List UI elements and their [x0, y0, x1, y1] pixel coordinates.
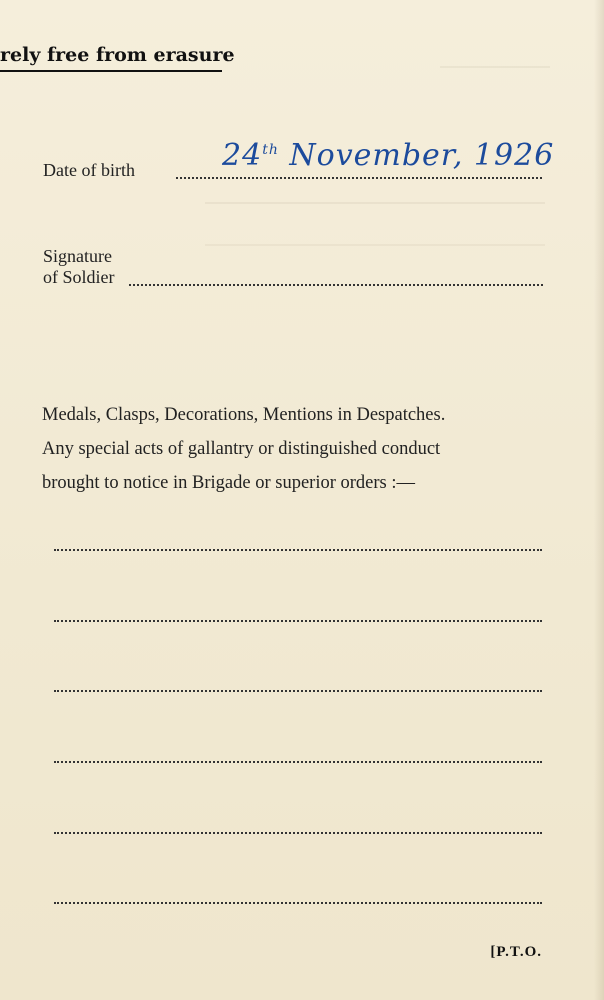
header-underline — [0, 70, 222, 72]
medals-line-2: Any special acts of gallantry or distinguished conduct — [42, 439, 441, 459]
bleed-through-block-2 — [205, 202, 545, 246]
answer-line — [54, 902, 542, 904]
answer-line — [54, 761, 542, 763]
signature-label-line1: Signature — [43, 246, 112, 266]
date-of-birth-line — [176, 177, 542, 179]
signature-label-line2: of Soldier — [43, 267, 115, 287]
bleed-through-block-1 — [440, 66, 550, 82]
answer-line — [54, 549, 542, 551]
dob-day: 24 — [222, 138, 263, 173]
answer-line — [54, 832, 542, 834]
medals-line-1: Medals, Clasps, Decorations, Mentions in Despatches. — [42, 405, 446, 425]
page-edge-shadow — [594, 0, 604, 1000]
answer-line — [54, 690, 542, 692]
signature-line — [129, 284, 543, 286]
medals-instructions — [42, 398, 562, 500]
answer-line — [54, 620, 542, 622]
date-of-birth-label: Date of birth — [43, 160, 135, 180]
header-text: rely free from erasure — [0, 44, 235, 66]
dob-suffix: th — [262, 142, 279, 158]
dob-month-year: November, 1926 — [289, 138, 555, 173]
date-of-birth-handwritten-value — [222, 138, 554, 173]
medals-line-3: brought to notice in Brigade or superior orders :— — [42, 473, 415, 493]
please-turn-over-note: [P.T.O. — [490, 944, 542, 960]
